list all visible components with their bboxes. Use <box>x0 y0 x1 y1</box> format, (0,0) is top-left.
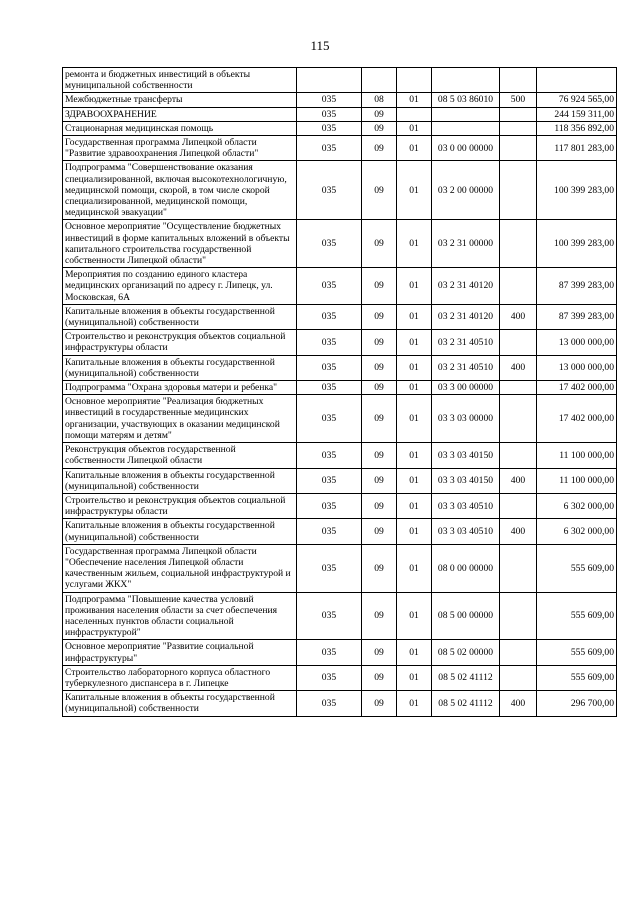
cell-target-article: 08 5 02 00000 <box>432 640 500 665</box>
cell-subsection: 01 <box>397 468 432 493</box>
cell-name: Межбюджетные трансферты <box>63 93 297 107</box>
cell-target-article: 03 2 31 00000 <box>432 220 500 268</box>
cell-amount <box>537 68 617 93</box>
cell-expense-type <box>500 121 537 135</box>
cell-target-article: 08 0 00 00000 <box>432 544 500 592</box>
cell-amount: 555 609,00 <box>537 544 617 592</box>
cell-section: 09 <box>362 592 397 640</box>
table-row <box>63 107 617 121</box>
cell-name: ремонта и бюджетных инвестиций в объекты муниципальной собственности <box>63 68 297 93</box>
cell-amount: 118 356 892,00 <box>537 121 617 135</box>
cell-section: 09 <box>362 691 397 716</box>
cell-expense-type <box>500 443 537 468</box>
cell-expense-type <box>500 220 537 268</box>
cell-target-article: 03 2 31 40510 <box>432 355 500 380</box>
table-row <box>63 395 617 443</box>
cell-name: ЗДРАВООХРАНЕНИЕ <box>63 107 297 121</box>
cell-expense-type <box>500 268 537 305</box>
cell-amount: 87 399 283,00 <box>537 304 617 329</box>
table-row <box>63 68 617 93</box>
cell-section: 09 <box>362 443 397 468</box>
cell-amount: 6 302 000,00 <box>537 519 617 544</box>
cell-target-article: 03 2 31 40120 <box>432 304 500 329</box>
cell-target-article: 08 5 03 86010 <box>432 93 500 107</box>
page-number: 115 <box>310 38 330 53</box>
cell-grbs: 035 <box>297 592 362 640</box>
cell-expense-type <box>500 330 537 355</box>
cell-subsection: 01 <box>397 381 432 395</box>
cell-section: 09 <box>362 544 397 592</box>
cell-name: Капитальные вложения в объекты государственной (муниципальной) собственности <box>63 304 297 329</box>
cell-section: 09 <box>362 220 397 268</box>
cell-grbs: 035 <box>297 544 362 592</box>
cell-target-article: 08 5 02 41112 <box>432 691 500 716</box>
cell-section: 09 <box>362 468 397 493</box>
cell-expense-type <box>500 136 537 161</box>
cell-expense-type: 400 <box>500 691 537 716</box>
cell-subsection <box>397 107 432 121</box>
cell-amount: 76 924 565,00 <box>537 93 617 107</box>
cell-name: Мероприятия по созданию единого кластера медицинских организаций по адресу г. Липецк, ул. Московская, 6А <box>63 268 297 305</box>
cell-target-article: 03 2 31 40120 <box>432 268 500 305</box>
cell-expense-type: 400 <box>500 468 537 493</box>
cell-section <box>362 68 397 93</box>
cell-section: 09 <box>362 381 397 395</box>
table-row <box>63 381 617 395</box>
cell-amount: 17 402 000,00 <box>537 381 617 395</box>
cell-name: Государственная программа Липецкой области "Обеспечение населения Липецкой области качественным жильем, социальной инфраструктурой и услугами ЖКХ" <box>63 544 297 592</box>
cell-expense-type <box>500 381 537 395</box>
cell-name: Строительство и реконструкция объектов социальной инфраструктуры области <box>63 330 297 355</box>
cell-grbs: 035 <box>297 381 362 395</box>
cell-name: Строительство лабораторного корпуса областного туберкулезного диспансера в г. Липецке <box>63 665 297 690</box>
table-row <box>63 355 617 380</box>
cell-expense-type: 500 <box>500 93 537 107</box>
cell-name: Основное мероприятие "Развитие социальной инфраструктуры" <box>63 640 297 665</box>
cell-name: Государственная программа Липецкой области "Развитие здравоохранения Липецкой области" <box>63 136 297 161</box>
cell-section: 09 <box>362 519 397 544</box>
table-row <box>63 691 617 716</box>
cell-name: Реконструкция объектов государственной собственности Липецкой области <box>63 443 297 468</box>
table-row <box>63 220 617 268</box>
cell-subsection: 01 <box>397 519 432 544</box>
cell-grbs: 035 <box>297 304 362 329</box>
cell-expense-type: 400 <box>500 304 537 329</box>
cell-name: Подпрограмма "Охрана здоровья матери и ребенка" <box>63 381 297 395</box>
cell-expense-type: 400 <box>500 355 537 380</box>
cell-subsection: 01 <box>397 330 432 355</box>
cell-amount: 296 700,00 <box>537 691 617 716</box>
cell-target-article: 03 2 31 40510 <box>432 330 500 355</box>
cell-section: 08 <box>362 93 397 107</box>
cell-section: 09 <box>362 107 397 121</box>
cell-name: Основное мероприятие "Реализация бюджетных инвестиций в государственные медицинских организации, участвующих в оказании медицинской помощи матерям и детям" <box>63 395 297 443</box>
cell-subsection: 01 <box>397 220 432 268</box>
cell-subsection: 01 <box>397 161 432 220</box>
cell-expense-type: 400 <box>500 519 537 544</box>
table-row <box>63 544 617 592</box>
cell-target-article: 08 5 02 41112 <box>432 665 500 690</box>
cell-grbs: 035 <box>297 107 362 121</box>
cell-subsection: 01 <box>397 665 432 690</box>
cell-amount: 117 801 283,00 <box>537 136 617 161</box>
table-row <box>63 443 617 468</box>
table-row <box>63 161 617 220</box>
cell-subsection: 01 <box>397 443 432 468</box>
table-row <box>63 640 617 665</box>
cell-amount: 6 302 000,00 <box>537 493 617 518</box>
cell-grbs <box>297 68 362 93</box>
table-row <box>63 468 617 493</box>
cell-target-article: 03 2 00 00000 <box>432 161 500 220</box>
cell-section: 09 <box>362 330 397 355</box>
cell-section: 09 <box>362 493 397 518</box>
cell-subsection: 01 <box>397 691 432 716</box>
cell-grbs: 035 <box>297 468 362 493</box>
cell-name: Стационарная медицинская помощь <box>63 121 297 135</box>
cell-name: Капитальные вложения в объекты государственной (муниципальной) собственности <box>63 468 297 493</box>
table-row <box>63 93 617 107</box>
cell-subsection: 01 <box>397 268 432 305</box>
cell-name: Подпрограмма "Повышение качества условий проживания населения области за счет обеспечения населенных пунктов области социальной инфраструктурой" <box>63 592 297 640</box>
cell-amount: 100 399 283,00 <box>537 161 617 220</box>
cell-grbs: 035 <box>297 691 362 716</box>
cell-subsection: 01 <box>397 640 432 665</box>
cell-section: 09 <box>362 136 397 161</box>
table-row <box>63 665 617 690</box>
cell-expense-type <box>500 161 537 220</box>
cell-section: 09 <box>362 161 397 220</box>
cell-target-article: 03 3 03 00000 <box>432 395 500 443</box>
table-row <box>63 121 617 135</box>
cell-amount: 11 100 000,00 <box>537 443 617 468</box>
table-row <box>63 519 617 544</box>
cell-expense-type <box>500 493 537 518</box>
cell-subsection: 01 <box>397 544 432 592</box>
cell-amount: 13 000 000,00 <box>537 330 617 355</box>
cell-target-article: 03 3 03 40150 <box>432 443 500 468</box>
cell-target-article <box>432 68 500 93</box>
cell-grbs: 035 <box>297 493 362 518</box>
cell-amount: 555 609,00 <box>537 665 617 690</box>
cell-subsection: 01 <box>397 355 432 380</box>
cell-name: Капитальные вложения в объекты государственной (муниципальной) собственности <box>63 691 297 716</box>
cell-section: 09 <box>362 355 397 380</box>
table-row <box>63 493 617 518</box>
table-row <box>63 330 617 355</box>
cell-grbs: 035 <box>297 443 362 468</box>
cell-grbs: 035 <box>297 93 362 107</box>
cell-subsection: 01 <box>397 395 432 443</box>
table-body <box>63 68 617 717</box>
cell-grbs: 035 <box>297 355 362 380</box>
cell-grbs: 035 <box>297 395 362 443</box>
cell-section: 09 <box>362 395 397 443</box>
cell-section: 09 <box>362 304 397 329</box>
table-row <box>63 268 617 305</box>
cell-subsection: 01 <box>397 93 432 107</box>
cell-name: Строительство и реконструкция объектов социальной инфраструктуры области <box>63 493 297 518</box>
cell-target-article: 03 3 00 00000 <box>432 381 500 395</box>
cell-grbs: 035 <box>297 640 362 665</box>
cell-target-article: 08 5 00 00000 <box>432 592 500 640</box>
cell-section: 09 <box>362 665 397 690</box>
cell-grbs: 035 <box>297 136 362 161</box>
cell-target-article <box>432 107 500 121</box>
cell-section: 09 <box>362 121 397 135</box>
cell-amount: 555 609,00 <box>537 640 617 665</box>
cell-name: Подпрограмма "Совершенствование оказания специализированной, включая высокотехнологичную, медицинской помощи, скорой, в том числе скорой специализированной, медицинской помощи, медицинской эвакуации" <box>63 161 297 220</box>
cell-expense-type <box>500 640 537 665</box>
cell-amount: 87 399 283,00 <box>537 268 617 305</box>
cell-expense-type <box>500 107 537 121</box>
cell-expense-type <box>500 395 537 443</box>
cell-amount: 13 000 000,00 <box>537 355 617 380</box>
cell-amount: 244 159 311,00 <box>537 107 617 121</box>
cell-subsection: 01 <box>397 121 432 135</box>
cell-subsection: 01 <box>397 592 432 640</box>
cell-grbs: 035 <box>297 268 362 305</box>
cell-subsection <box>397 68 432 93</box>
cell-target-article: 03 3 03 40150 <box>432 468 500 493</box>
cell-section: 09 <box>362 268 397 305</box>
cell-grbs: 035 <box>297 220 362 268</box>
cell-target-article: 03 3 03 40510 <box>432 519 500 544</box>
cell-amount: 17 402 000,00 <box>537 395 617 443</box>
cell-subsection: 01 <box>397 136 432 161</box>
cell-target-article: 03 0 00 00000 <box>432 136 500 161</box>
cell-grbs: 035 <box>297 121 362 135</box>
cell-expense-type <box>500 68 537 93</box>
cell-expense-type <box>500 665 537 690</box>
cell-grbs: 035 <box>297 519 362 544</box>
cell-section: 09 <box>362 640 397 665</box>
cell-subsection: 01 <box>397 493 432 518</box>
cell-amount: 11 100 000,00 <box>537 468 617 493</box>
cell-subsection: 01 <box>397 304 432 329</box>
cell-name: Основное мероприятие "Осуществление бюджетных инвестиций в форме капитальных вложений в объекты капитального строительства государственной собственности Липецкой области" <box>63 220 297 268</box>
cell-amount: 555 609,00 <box>537 592 617 640</box>
cell-name: Капитальные вложения в объекты государственной (муниципальной) собственности <box>63 355 297 380</box>
table-row <box>63 136 617 161</box>
cell-grbs: 035 <box>297 665 362 690</box>
budget-table <box>62 67 617 717</box>
cell-grbs: 035 <box>297 161 362 220</box>
cell-target-article: 03 3 03 40510 <box>432 493 500 518</box>
cell-grbs: 035 <box>297 330 362 355</box>
table-row <box>63 592 617 640</box>
cell-target-article <box>432 121 500 135</box>
table-row <box>63 304 617 329</box>
cell-expense-type <box>500 544 537 592</box>
cell-amount: 100 399 283,00 <box>537 220 617 268</box>
cell-expense-type <box>500 592 537 640</box>
cell-name: Капитальные вложения в объекты государственной (муниципальной) собственности <box>63 519 297 544</box>
